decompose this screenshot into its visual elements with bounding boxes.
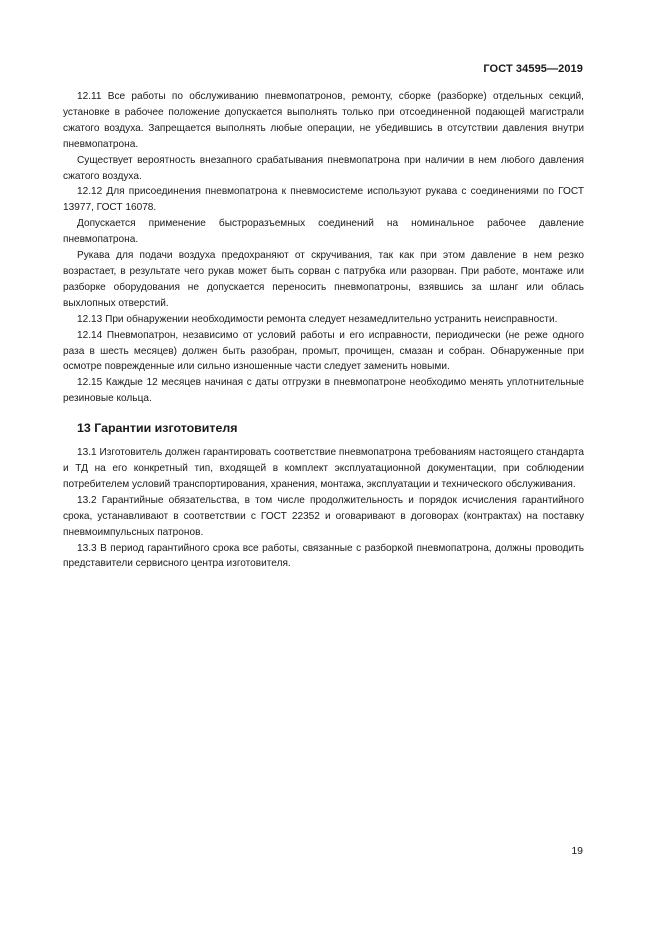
document-body	[63, 89, 584, 572]
paragraph-13-2: 13.2 Гарантийные обязательства, в том числе продолжительность и порядок исчисления гарантийного срока, устанавливают в соответствии с ГОСТ 22352 и оговаривают в договорах (контрактах) на поставку пневмоимпульсных патронов.	[63, 494, 584, 538]
paragraph-12-11-note: Существует вероятность внезапного срабатывания пневмопатрона при наличии в нем любого давления сжатого воздуха.	[63, 154, 584, 182]
paragraph-12-14: 12.14 Пневмопатрон, независимо от условий работы и его исправности, периодически (не реже одного раза в шесть месяцев) должен быть разобран, промыт, прочищен, смазан и собран. Обнаруженные при осмотре поврежденные или сильно изношенные части следует заменить новыми.	[63, 329, 584, 373]
paragraph-12-13: 12.13 При обнаружении необходимости ремонта следует незамедлительно устранить неисправности.	[77, 313, 558, 325]
page-number: 19	[571, 845, 583, 857]
paragraph-12-11: 12.11 Все работы по обслуживанию пневмопатронов, ремонту, сборке (разборке) отдельных секций, установке в рабочее положение допускается выполнять только при отсоединенной подающей магистрали сжатого воздуха. Запрещается выполнять любые операции, не убедившись в отсутствии давления внутри пневмопатрона.	[63, 91, 584, 150]
paragraph-13-3: 13.3 В период гарантийного срока все работы, связанные с разборкой пневмопатрона, должны проводить представители сервисного центра изготовителя.	[63, 542, 584, 570]
paragraph-13-1: 13.1 Изготовитель должен гарантировать соответствие пневмопатрона требованиям настоящего стандарта и ТД на его конкретный тип, входящей в комплект эксплуатационной документации, при соблюдении потребителем условий транспортирования, хранения, монтажа, эксплуатации и технического обслуживания.	[63, 447, 584, 490]
paragraph-12-12: 12.12 Для присоединения пневмопатрона к пневмосистеме используют рукава с соединениями по ГОСТ 13977, ГОСТ 16078.	[63, 186, 584, 214]
paragraph-12-12-hoses: Рукава для подачи воздуха предохраняют от скручивания, так как при этом давление в нем резко возрастает, в результате чего рукав может быть сорван с патрубка или разорван. При работе, монтаже или разборке оборудования не допускается переносить пневмопатроны, взявшись за шланг или облась выхлопных отверстий.	[63, 250, 584, 309]
paragraph-12-15: 12.15 Каждые 12 месяцев начиная с даты отгрузки в пневмопатроне необходимо менять уплотнительные резиновые кольца.	[63, 377, 584, 405]
section-heading-13: 13 Гарантии изготовителя	[77, 421, 238, 436]
paragraph-12-12-quick-connect: Допускается применение быстроразъемных соединений на номинальное рабочее давление пневмопатрона.	[63, 218, 584, 246]
standard-header: ГОСТ 34595—2019	[483, 63, 583, 75]
